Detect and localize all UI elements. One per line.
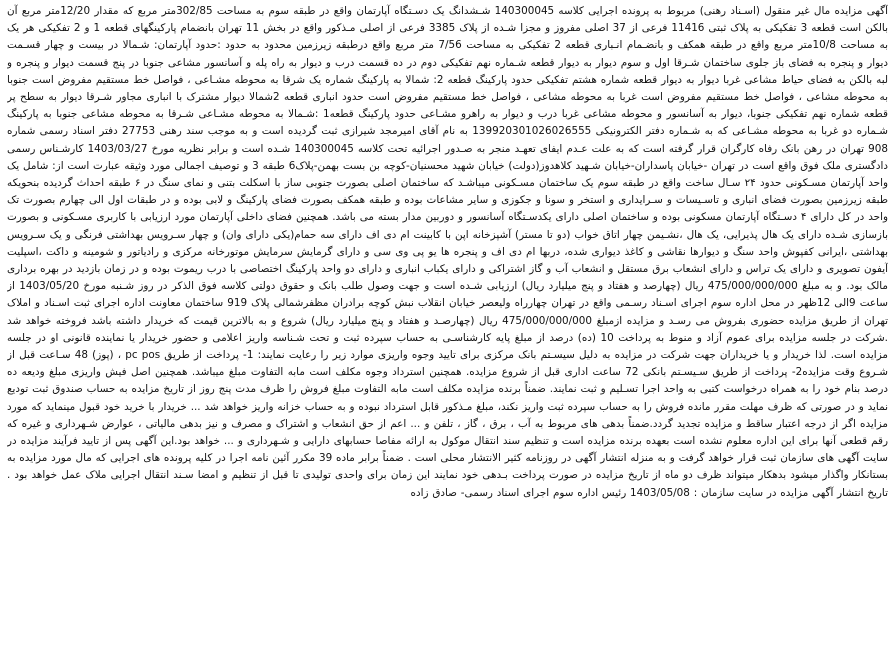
auction-notice-text: آگهی مزایده مال غیر منقول (اسـناد رهنی) مربوط به پرونده اجرایی کلاسه 140300045 شـشدانگ یک دسـتگاه آپارتمان واقع در طبقه سوم به مساحت 302/85متر مربع که مقدار 12/20متر مربع آن بالکن است قطعه 3 تفکیکی به پلاک ثبتی 11416 فرعی از 37 اصلی مفروز و مجزا شـده از پلاک 3385 فرعی از اصلی مـذکور واقع در بخش 11 تهران بانضمام پارکینگهای قطعه 1 و 2 تفکیکی هر یک به مساحت 10/8متر مربع واقع در طبقه همکف و بانضـمام انـباری قطعه 2 تفکیکی به مساحت 7/56 متر مربع واقع درطبقه زیرزمین محدود به حدود :حدود آپارتمان: شـمالا در بیست و چهار قسـمت دیوار و پنجره به فضای باز جلوی ساختمان شـرقا اول و سوم دیوار به دیوار قطعه شـماره نهم تفکیکی دوم در ده قسمت درب و دیوار به راه پله و آسانسور مشاعی جنوبا در پنج قسمت دیوار و پنجره و لبه بالکن به فضای حیاط مشاعی غربا دیوار به دیوار قطعه شماره هشتم تفکیکی حدود پارکینگ قطعه 2: شمالا به پارکینگ شماره یک شرقا به محوطه مشـاعی ، فواصل خط مستقیم مفروض است جنوبا به محوطه مشاعی ، فواصل خط مستقیم مفروض است غربا به محوطه مشاعی ، فواصل خط مستقیم مفروض است حدود انباری قطعه 2شمالا دیوار مشترک با انباری مجاور شـرقا دیوار به سطح پر قطعه شماره نهم تفکیکی جنوبا، دیوار به آسانسور و محوطه مشاعی غربا درب و دیوار به راهرو مشـاعی حدود پارکینگ قطعه1 :شـمالا به محوطه مشـاعی شـرقا به محوطه مشاعی جنوبا به پارکینگ شـماره دو غربا به محوطه مشـاعی که به شـماره دفتر الکترونیکی 139920301026026555 به نام آقای امیرمجد شیرازی ثبت گردیده است و به موجب سند رهنی 27753 دفتر اسناد رسمی شماره 908 تهران در رهن بانک رفاه کارگران قرار گرفته است که به علت عـدم ایفای تعهـد منجر به صـدور اجرائیه تحت کلاسه 140300045 شـده است و برابر نظریه مورخ 1403/03/27 کارشـناس رسمی دادگستری ملک فوق واقع است در تهران -خیابان پاسداران-خیابان شـهید کلاهدوز(دولت) خیابان شهید محسنیان-کوچه بن بست بهمن-پلاک6 طبقه 3 و توصیف اجمالی مورد وثیقه عبارت است از: شامل یک واحد آپارتمان مسـکونی حدود ۲۴ سـال ساخت واقع در طبقه سوم یک ساختمان مسـکونی میباشـد که ساختمان اصلی بصورت جنوبی ساز با اسکلت بتنی و نمای سنگ در ۶ طبقه احداث گردیده بنحویکه طبقه زیرزمین بصورت فضای انباری و تاسـیسات و سـرایداری و استخر و سونا و جکوزی و سایر مشاعات بوده و طبقه همکف بصورت فضای پارکینگ و لابی بوده و در طبقات اول الی چهارم بصورت تک واحد در کل دارای ۴ دسـتگاه آپارتمان مسکونی بوده و ساختمان اصلی دارای یکدسـتگاه آسانسور و دوربین مدار بسته می باشد. همچنین فضای داخلی آپارتمان مورد ارزیابی با کاربری مسـکونی و بصورت بازسازی شـده دارای یک هال پذیرایی، یک هال ،نشـیمن چهار اتاق خواب (دو تا مستر) آشپزخانه اپن با کابینت ام دی اف دارای سه حمام(یکی دارای وان) و چهار سـرویس بهداشتی فرنگی و یک سـرویس بهداشتی ،ایرانی کفپوش واحد سنگ و دیوارها نقاشی و کاغذ دیواری شده، دربها ام دی اف و پنجره ها یو پی وی سی و دارای گرمایش سرمایش موتورخانه مرکزی و رادیاتور و شومینه و داکت ،اسپلیت آیفون تصویری و دارای یک تراس و دارای انشعاب برق مستقل و انشعاب آب و گاز اشتراکی و دارای یکباب انباری و دارای دو واحد پارکینگ اختصاصی با درب ریموت بوده و در زمان بازدید در بهره برداری مالک بود. و به مبلغ 475/000/000/000 ریال (چهارصد و هفتاد و پنج میلیارد ریال) ارزیابی شـده است و جهت وصول طلب بانک و حقوق دولتی کلاسه فوق الذکر در روز شـنبه مورخ 1403/05/20 از ساعت 9الی 12ظهر در محل اداره سوم اجرای اسـناد رسـمی واقع در تهران چهارراه ولیعصر خیابان انقلاب نبش کوچه برادران مظفرشمالی پلاک 919 ساختمان معاونت اداره اجرای ثبت اسـناد و املاک تهران از طریق مزایده حضوری بفروش می رسـد و مزایده ازمبلغ 475/000/000/000 ریال (چهارصـد و هفتاد و پنج میلیارد ریال) شروع و به بالاترین قیمت که خریدار داشته باشد فروخته خواهد شد .شرکت در جلسه مزایده برای عموم آزاد و منوط به پرداخت 10 (ده) درصد از مبلغ پایه کارشناسـی به حساب سپرده ثبت و تحت شـناسه واریز اعلامی و حضور خریدار یا نماینده قانونی او در جلسه مزایده است. لذا خریدار و یا خریداران جهت شرکت در مزایده به دلیل سیسـتم بانک مرکزی برای تایید وجوه واریزی موارد زیر را رعایت نمایند: 1- پرداخت از طریق pc pos ، (پوز) 48 سـاعت قبل از شـروع وقت مزایده2- پرداخت از طریق سـیسـتم بانکی 72 ساعت اداری قبل از شروع مزایده. همچنین استرداد وجوه مکلف است مابه التفاوت مبلغ میباشد. همچنین اصل فیش واریزی مبلغ ودیعه ده درصد بنام خود را به همراه درخواست کتبی به واحد اجرا تسـلیم و ثبت نمایند. ضمناً برنده مزایده مکلف است مابه التفاوت مبلغ فروش را ظرف مدت پنج روز از تاریخ مزایده به حساب صندوق ثبت تودیع نماید و در صورتی که ظرف مهلت مقرر مانده فروش را به حساب سپرده ثبت واریز نکند، مبلغ مـذکور قابل استرداد نبوده و به حساب خزانه واریز خواهد شد ... خریدار با خرید خود قبول مینماید که مورد مزایده اگر از درجه اعتبار ساقط و مزایده تجدید گردد.ضمناً بدهی های مربوط به آب ، برق ، گاز ، تلفن و ... اعم از حق انشعاب و اشتراک و مصرف و نیز بدهی مالیاتی ، عوارض شـهرداری و غیره که رقم قطعی آنها برای این اداره معلوم نشده است بعهده برنده مزایده است و تنظیم سند انتقال موکول به ارائه مفاصا حسابهای دارایی و شـهرداری و ... خواهد بود.این آگهی پس از تایید فرآیند مزایده در سایت آگهی های سازمان ثبت قرار خواهد گرفت و به منزله انتشار آگهی در روزنامه کثیر الانتشار محلی است . ضمناً برابر ماده 39 مکرر آئین نامه اجرا در کلیه پرونده های اجرایی که مال مورد مزایده به بستانکار واگذار میشود بدهکار میتواند ظرف دو ماه از تاریخ مزایده در صورت پرداخت بـدهی خود نمایند این زمان برای واحدی تولیدی تا قبل از تنظیم و امضا سـند انتقال اجرایی ملاک عمل خواهد بود . تاریخ انتشار آگهی مزایده در سایت سازمان : 1403/05/08 رئیس اداره سوم اجرای اسناد رسمی- صادق زاده (7, 5, 888, 499)
